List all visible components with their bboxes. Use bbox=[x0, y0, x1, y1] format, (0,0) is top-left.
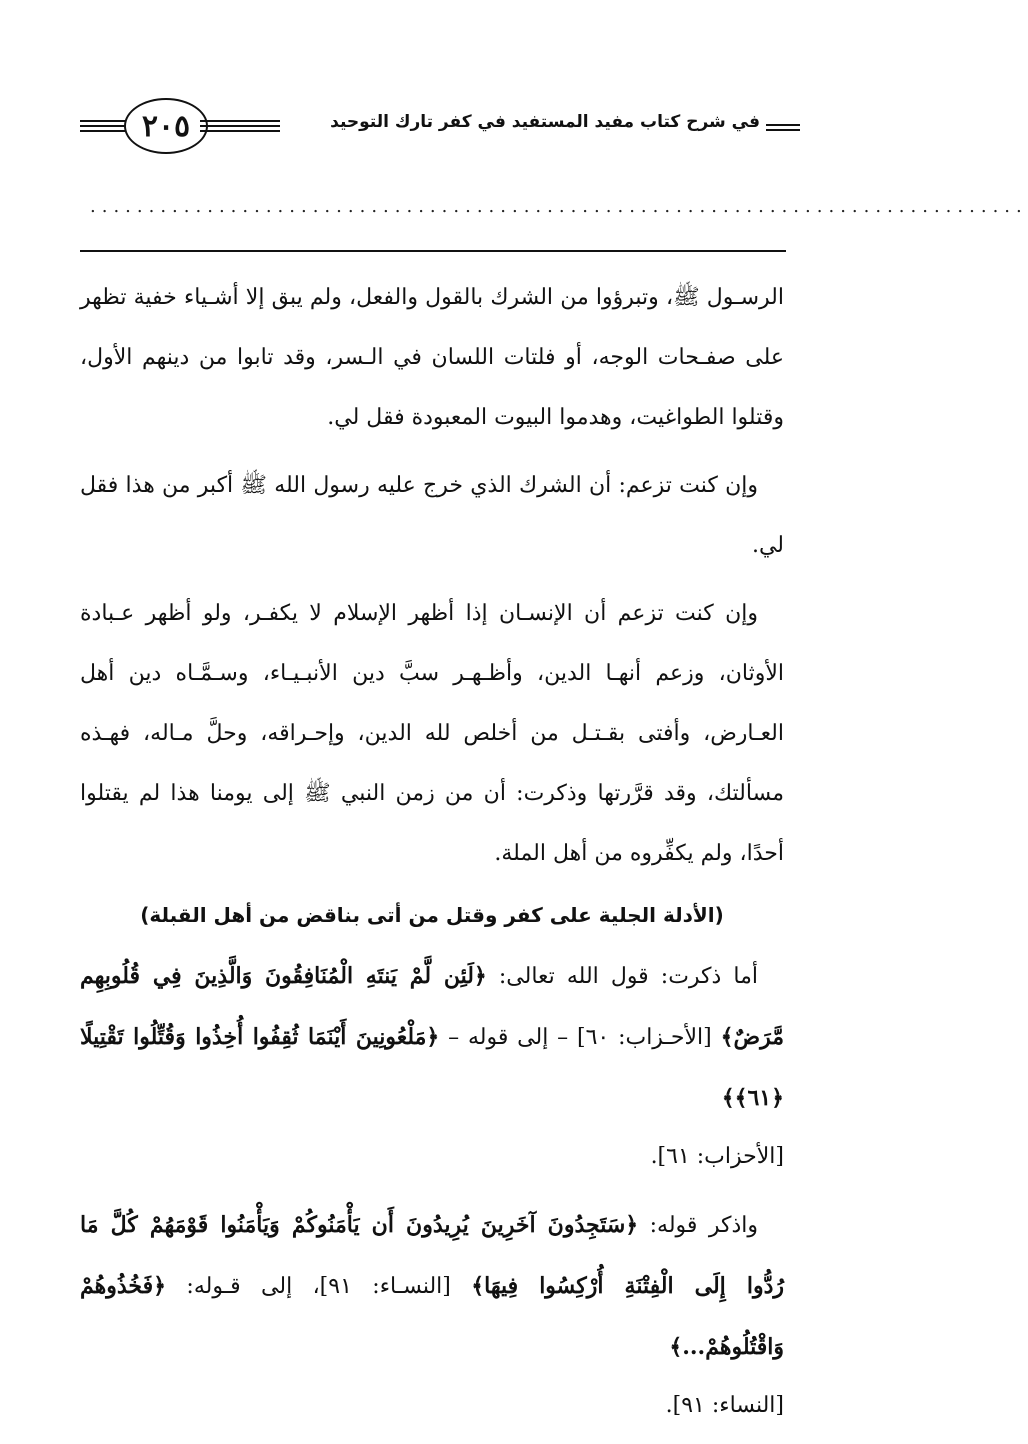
quran-verse: ﴿سَتَجِدُونَ آخَرِينَ يُرِيدُونَ أَن يَأْمَنُوكُمْ وَيَأْمَنُوا قَوْمَهُمْ كُلَّ مَا رُدُّوا إِلَى الْفِتْنَةِ أُرْكِسُوا فِيهَا﴾ bbox=[80, 1212, 784, 1299]
section-heading: (الأدلة الجلية على كفر وقتل من أتى بناقض من أهل القبلة) bbox=[140, 903, 724, 927]
horizontal-rule bbox=[80, 250, 786, 252]
verse-reference-line: [النساء: ٩١]. bbox=[665, 1393, 784, 1418]
running-title: في شرح كتاب مفيد المستفيد في كفر تارك التوحيد bbox=[330, 112, 760, 132]
evidence-2-intro: واذكر قوله: bbox=[638, 1213, 758, 1238]
verse-reference-line: [الأحزاب: ٦١]. bbox=[650, 1144, 784, 1169]
page-header bbox=[70, 92, 800, 162]
main-text bbox=[80, 268, 784, 1444]
evidence-paragraph-2 bbox=[80, 1195, 784, 1378]
paragraph-1: الرسـول ﷺ، وتبرؤوا من الشرك بالقول والفعل، ولم يبق إلا أشـياء خفية تظهر على صفـحات الوجه، أو فلتات اللسان في الـسر، وقد تابوا من دينهم الأول، وقتلوا الطواغيت، وهدموا البيوت المعبودة فقل لي. bbox=[80, 285, 784, 430]
evidence-paragraph-1 bbox=[80, 946, 784, 1129]
quran-verse: ﴿مَلْعُونِينَ أَيْنَمَا ثُقِفُوا أُخِذُوا وَقُتِّلُوا تَقْتِيلًا ﴿٦١﴾﴾ bbox=[80, 1024, 784, 1111]
paragraph-3: وإن كنت تزعم أن الإنسـان إذا أظهر الإسلام لا يكفـر، ولو أظهر عـبادة الأوثان، وزعم أنهـا الدين، وأظـهـر سبَّ دين الأنبـيـاء، وسـمَّـاه دين أهل العـارض، وأفتى بقـتـل من أخلص لله الدين، وإحـراقه، وحلَّ مـاله، فهـذه مسألتك، وقد قرَّرتها وذكرت: أن من زمن النبي ﷺ إلى يومنا هذا لم يقتلوا أحدًا، ولم يكفِّروه من أهل الملة. bbox=[80, 601, 784, 866]
quran-verse: ﴿فَخُذُوهُمْ وَاقْتُلُوهُمْ...﴾ bbox=[80, 1273, 784, 1360]
verse-reference: [النسـاء: ٩١]، إلى قـوله: bbox=[166, 1274, 472, 1299]
evidence-1-intro: أما ذكرت: قول الله تعالى: bbox=[486, 964, 758, 989]
dotted-separator: ................................................................................ bbox=[90, 196, 1028, 217]
verse-reference: [الأحـزاب: ٦٠] – إلى قوله – bbox=[439, 1025, 721, 1050]
header-ornament-middle bbox=[200, 120, 280, 132]
paragraph-2: وإن كنت تزعم: أن الشرك الذي خرج عليه رسول الله ﷺ أكبر من هذا فقل لي. bbox=[80, 473, 784, 558]
header-ornament-left bbox=[80, 120, 126, 132]
page-number: ٢٠٥ bbox=[124, 98, 208, 154]
quran-verse: ﴿لَئِن لَّمْ يَنتَهِ الْمُنَافِقُونَ وَالَّذِينَ فِي قُلُوبِهِم مَّرَضٌ﴾ bbox=[80, 963, 784, 1050]
header-ornament-right bbox=[766, 124, 800, 132]
